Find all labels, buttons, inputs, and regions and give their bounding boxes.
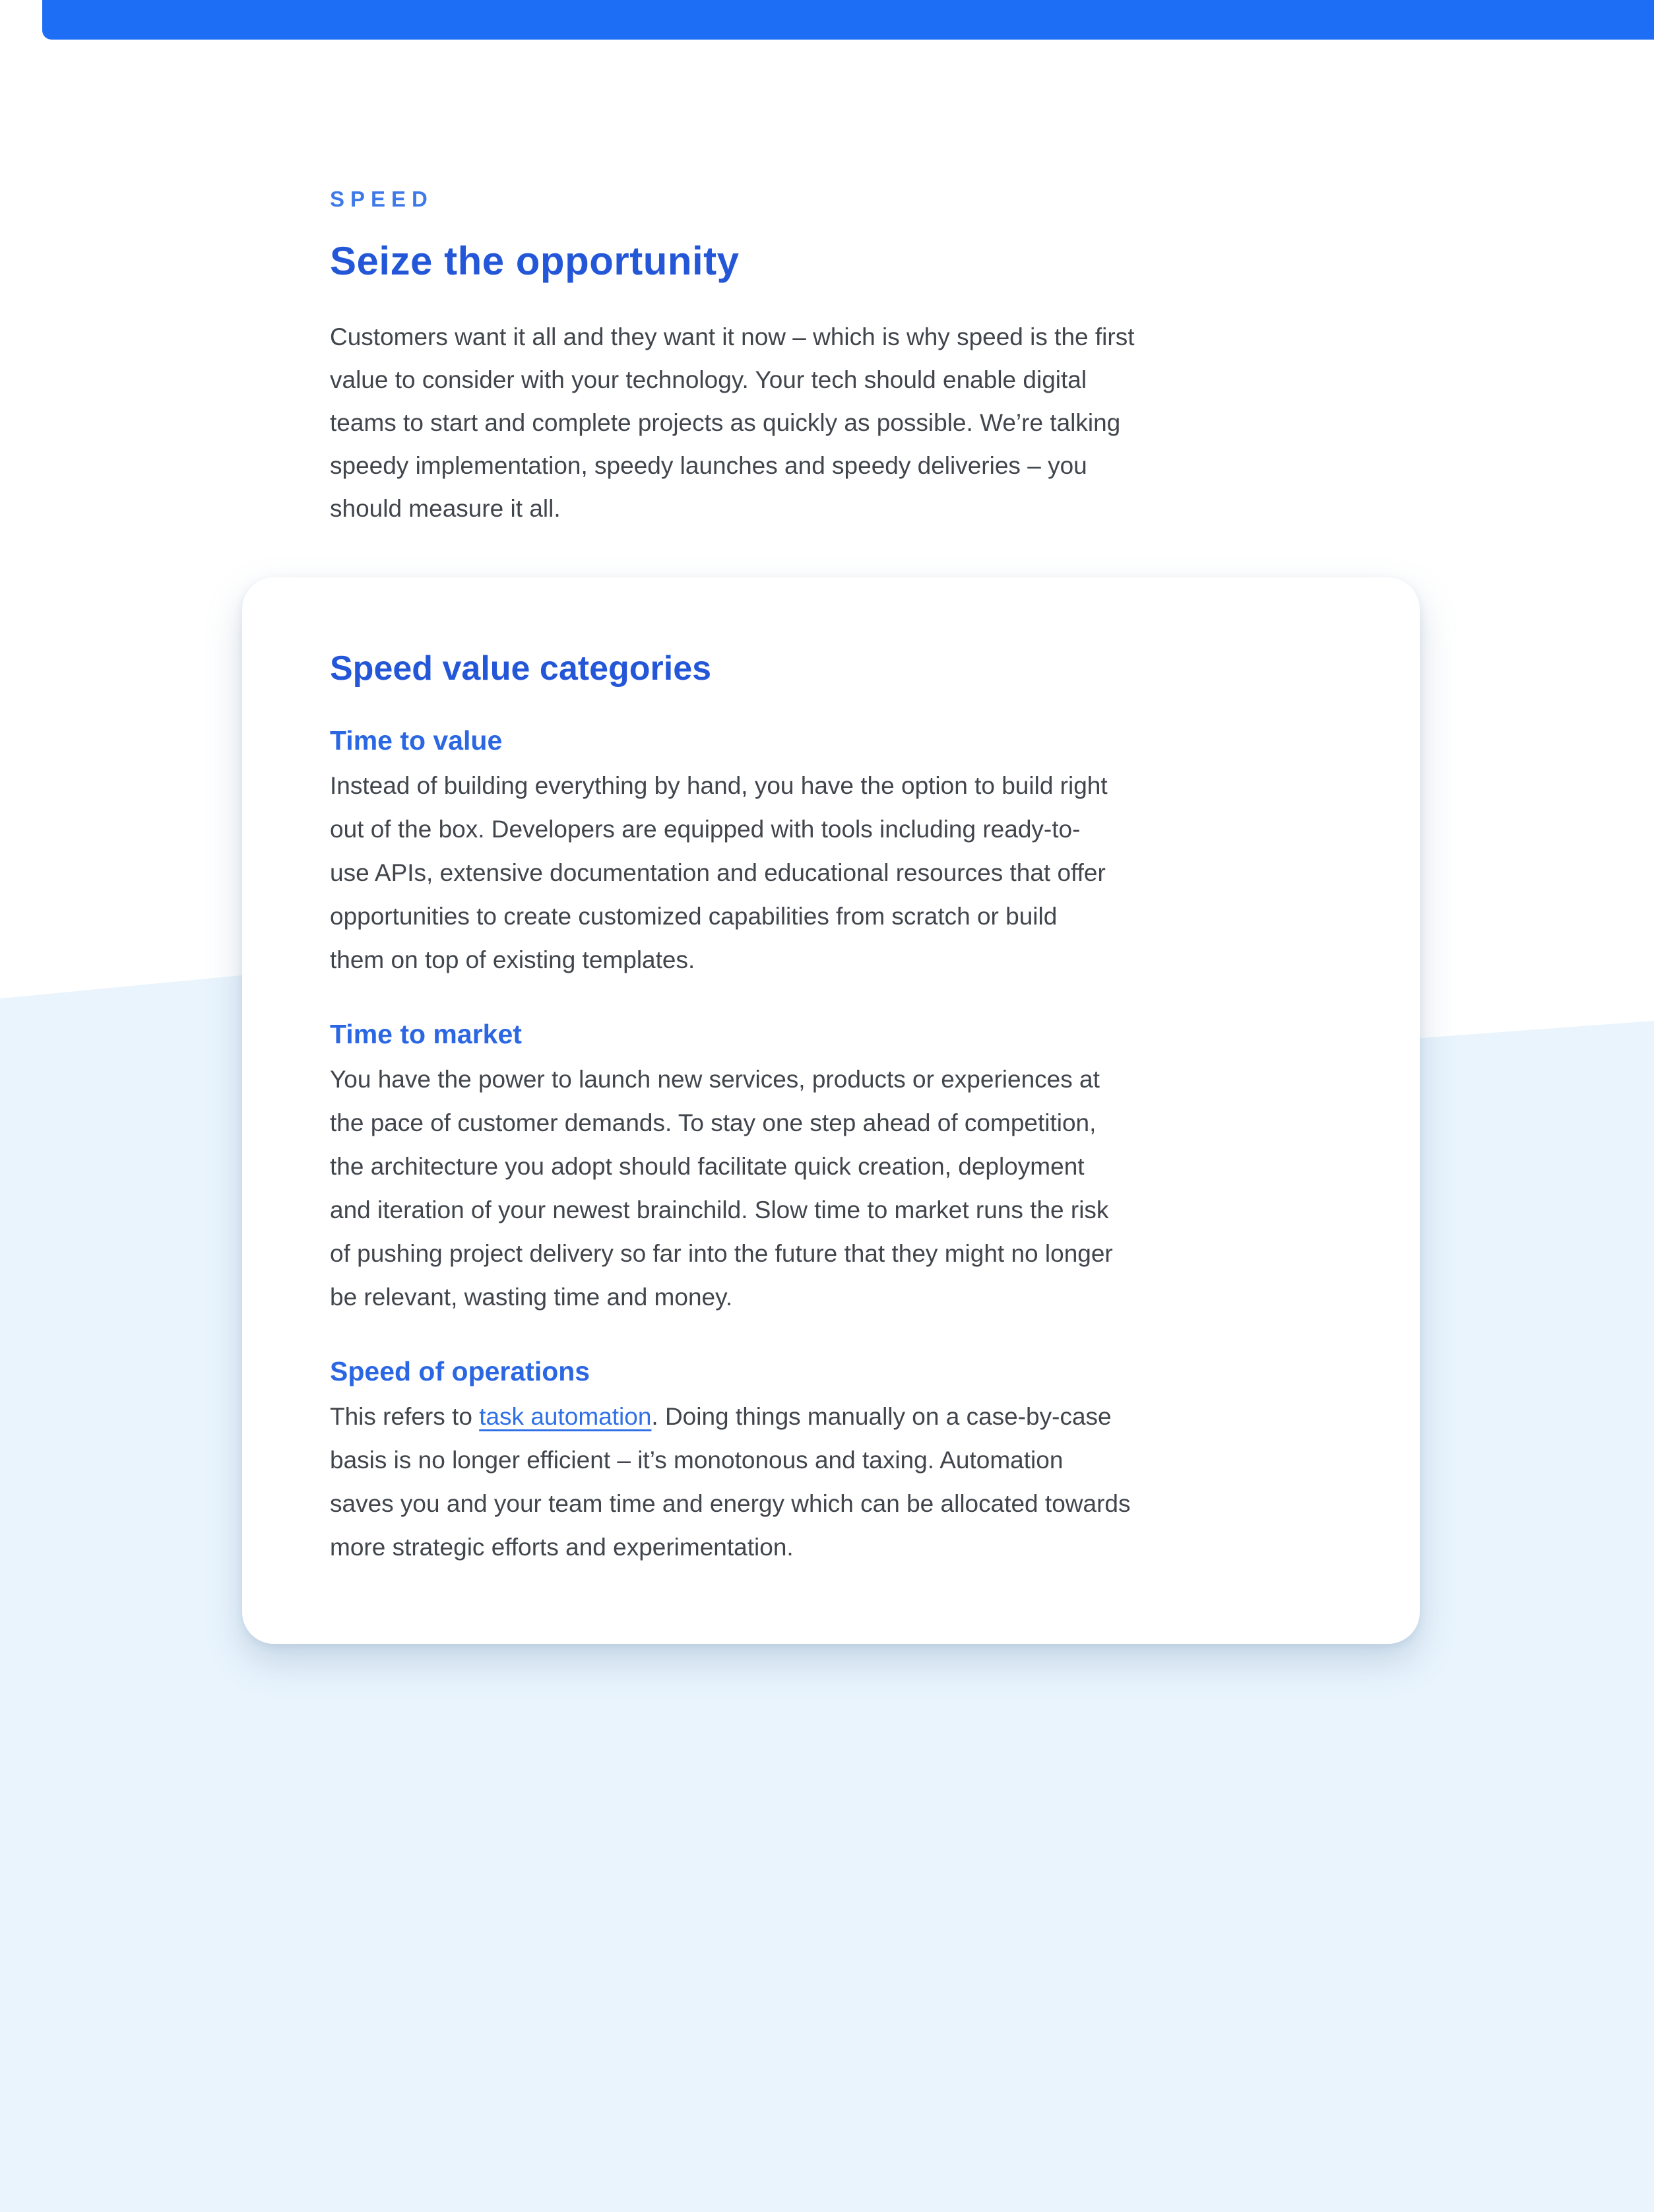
paragraph-line: You have the power to launch new services, products or experiences at — [330, 1066, 1100, 1093]
paragraph-line: opportunities to create customized capabilities from scratch or build — [330, 903, 1058, 930]
section-paragraph — [330, 764, 1321, 982]
section-paragraph — [330, 1395, 1321, 1569]
paragraph-line: use APIs, extensive documentation and educational resources that offer — [330, 859, 1106, 886]
section-eyebrow: SPEED — [330, 187, 433, 211]
paragraph-line: the pace of customer demands. To stay one step ahead of competition, — [330, 1109, 1097, 1136]
paragraph-line: of pushing project delivery so far into the future that they might no longer — [330, 1240, 1113, 1267]
paragraph-line: be relevant, wasting time and money. — [330, 1284, 733, 1311]
section-subtitle: Speed of operations — [330, 1356, 590, 1386]
intro-paragraph — [330, 315, 1654, 530]
paragraph-line: basis is no longer efficient – it’s monotonous and taxing. Automation — [330, 1447, 1064, 1474]
card-section-speed-of-operations — [330, 1356, 1321, 1569]
speed-value-categories-card — [242, 577, 1420, 1644]
paragraph-line: saves you and your team time and energy which can be allocated towards — [330, 1490, 1131, 1517]
section-subtitle: Time to market — [330, 1019, 522, 1049]
paragraph-line: speedy implementation, speedy launches and speedy deliveries – you — [330, 452, 1087, 479]
paragraph-line: them on top of existing templates. — [330, 946, 695, 973]
section-paragraph — [330, 1058, 1321, 1319]
paragraph-line: value to consider with your technology. Your tech should enable digital — [330, 366, 1087, 393]
paragraph-line: Customers want it all and they want it now – which is why speed is the first — [330, 323, 1135, 350]
paragraph-line: out of the box. Developers are equipped with tools including ready-to- — [330, 816, 1081, 843]
card-section-time-to-value — [330, 725, 1321, 982]
paragraph-line: the architecture you adopt should facilitate quick creation, deployment — [330, 1153, 1085, 1180]
task-automation-link[interactable]: task automation — [479, 1403, 652, 1430]
paragraph-line: teams to start and complete projects as quickly as possible. We’re talking — [330, 409, 1121, 436]
paragraph-line: should measure it all. — [330, 495, 561, 522]
section-subtitle: Time to value — [330, 725, 503, 756]
card-section-time-to-market — [330, 1019, 1321, 1319]
paragraph-line: more strategic efforts and experimentation. — [330, 1534, 794, 1561]
link-prefix-text: This refers to — [330, 1403, 480, 1430]
link-suffix-text: . Doing things manually on a case-by-case — [651, 1403, 1112, 1430]
paragraph-line: Instead of building everything by hand, you have the option to build right — [330, 772, 1108, 799]
paragraph-line-with-link — [330, 1395, 1321, 1439]
card-title: Speed value categories — [330, 649, 712, 688]
paragraph-line: and iteration of your newest brainchild. Slow time to market runs the risk — [330, 1196, 1109, 1223]
page-title: Seize the opportunity — [330, 239, 740, 283]
